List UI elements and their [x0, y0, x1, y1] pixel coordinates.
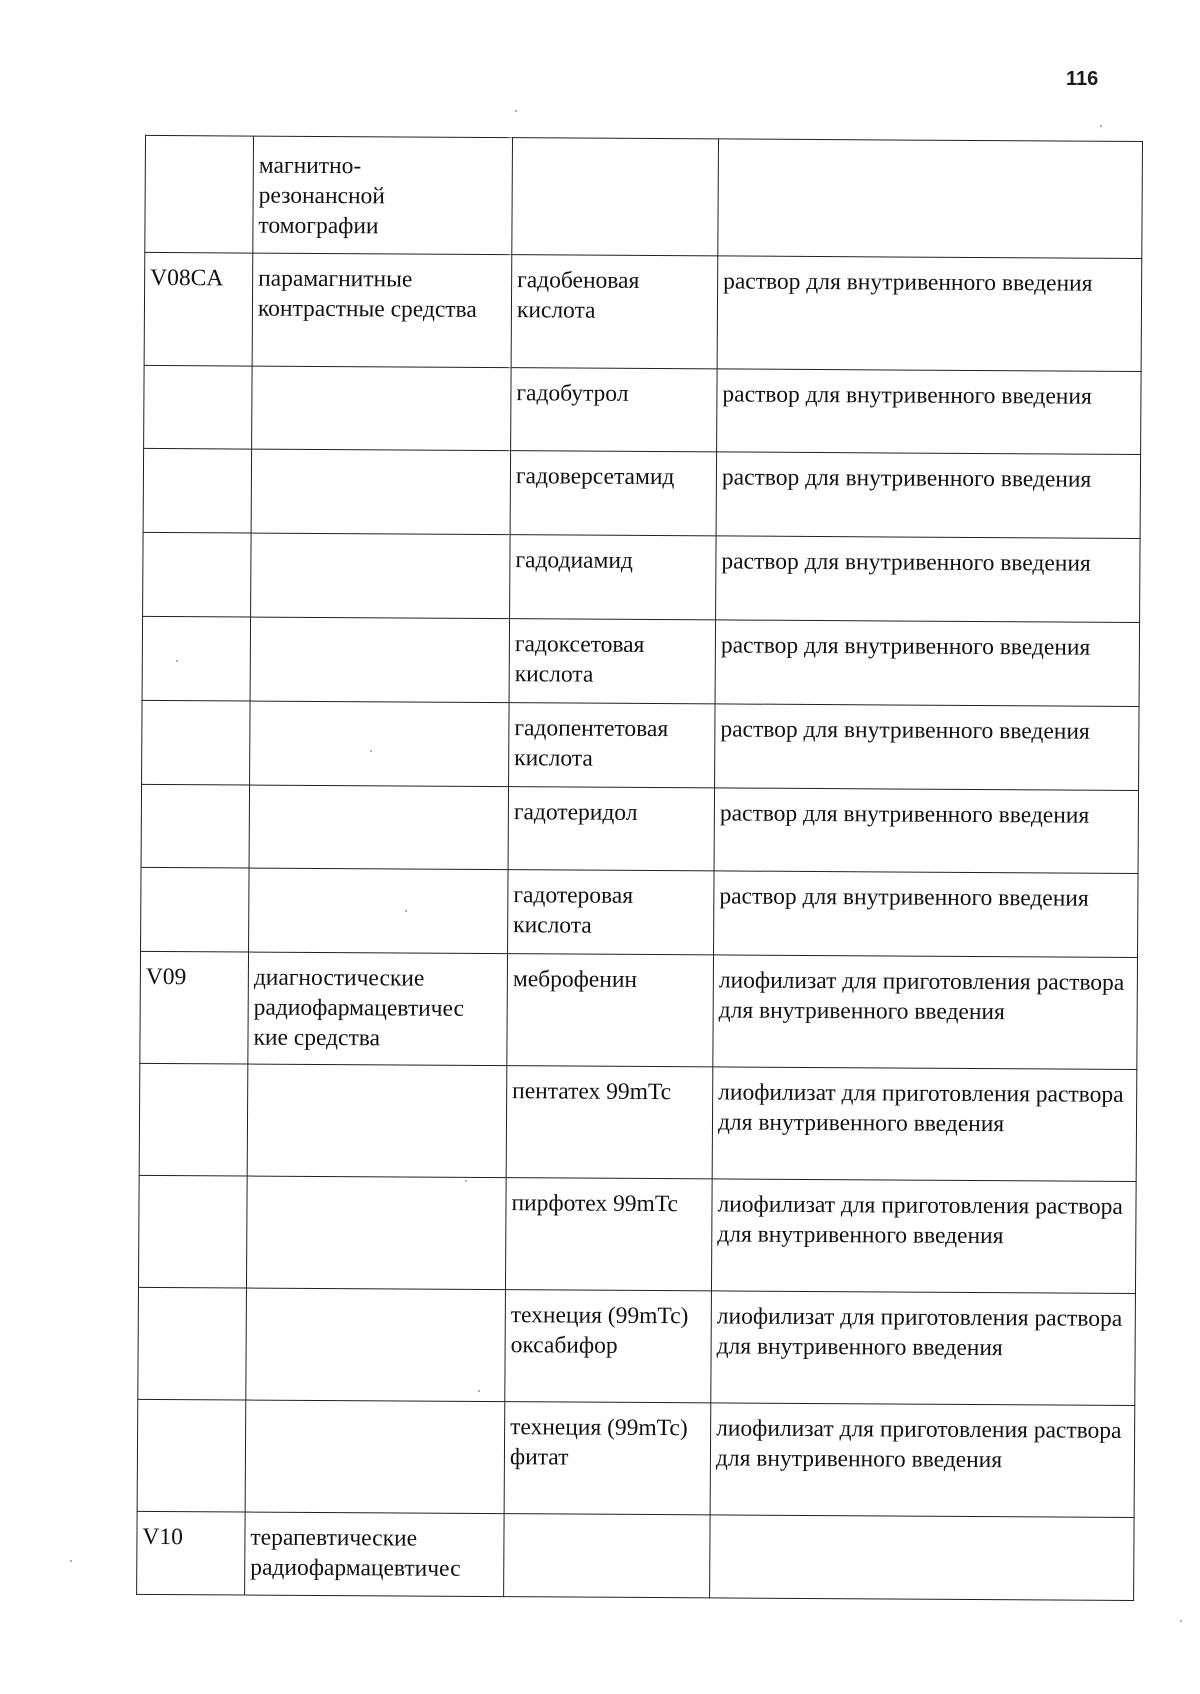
- table-row: [141, 867, 1138, 957]
- group-cell: [252, 366, 512, 451]
- substance-cell: гадоверсетамид: [510, 451, 717, 536]
- group-cell: [246, 1176, 506, 1290]
- substance-cell: меброфенин: [507, 954, 714, 1067]
- substance-cell: технеция (99mTc) фитат: [504, 1402, 711, 1515]
- form-cell: раствор для внутривенного введения: [714, 788, 1138, 874]
- atc-code-cell: V08CA: [144, 252, 253, 366]
- substance-cell: гадодиамид: [510, 535, 717, 620]
- page-number: 116: [1066, 68, 1099, 90]
- group-text: магнитно- резонансной томографии: [258, 152, 386, 240]
- form-cell: лиофилизат для приготовления раствора для внутривенного введения: [710, 1403, 1135, 1518]
- atc-code-cell: [142, 700, 251, 785]
- table-row: [142, 616, 1139, 706]
- group-cell: [251, 449, 511, 535]
- form-cell: лиофилизат для приготовления раствора для внутривенного введения: [711, 1179, 1136, 1294]
- table-row: [138, 1287, 1136, 1405]
- group-cell: парамагнитные контрастные средства: [252, 253, 512, 368]
- group-cell: [249, 868, 509, 954]
- atc-code-cell: [139, 1063, 248, 1176]
- atc-code-cell: V09: [140, 951, 249, 1064]
- form-cell: раствор для внутривенного введения: [715, 704, 1140, 791]
- form-cell: раствор для внутривенного введения: [714, 871, 1139, 958]
- atc-code-cell: [138, 1287, 247, 1400]
- scan-speck: [176, 660, 178, 662]
- form-cell: лиофилизат для приготовления раствора для внутривенного введения: [713, 955, 1138, 1070]
- group-cell: [253, 136, 513, 255]
- form-cell: раствор для внутривенного введения: [717, 256, 1142, 372]
- substance-cell: технеция (99mTc) оксабифор: [505, 1290, 712, 1403]
- atc-code-cell: [142, 616, 251, 701]
- group-cell: [249, 785, 509, 870]
- atc-code-cell: [138, 1175, 247, 1288]
- substance-cell: пирфотех 99mTc: [505, 1178, 712, 1291]
- table-row: [144, 252, 1142, 371]
- atc-code-cell: V10: [137, 1511, 246, 1595]
- scan-speck: [515, 110, 517, 112]
- substance-cell: пентатех 99mTc: [506, 1066, 713, 1179]
- substance-cell: гадотеридол: [508, 787, 715, 871]
- substance-cell: гадотеровая кислота: [508, 870, 715, 955]
- substance-cell: [504, 1514, 711, 1598]
- atc-code-cell: [145, 135, 254, 253]
- group-cell: терапевтические радиофармацевтичес: [245, 1512, 505, 1597]
- form-cell: раствор для внутривенного введения: [716, 536, 1141, 623]
- form-cell: [710, 1515, 1134, 1601]
- scan-speck: [1100, 125, 1102, 127]
- substance-cell: гадоксетовая кислота: [509, 619, 716, 704]
- form-cell: [718, 139, 1143, 259]
- atc-code-cell: [143, 532, 252, 617]
- table-row: [144, 365, 1141, 454]
- group-cell: диагностические радиофармацевтичес кие средства: [248, 952, 508, 1066]
- substance-cell: [512, 138, 719, 256]
- form-cell: раствор для внутривенного введения: [715, 620, 1140, 707]
- scan-speck: [465, 1180, 467, 1182]
- atc-code-cell: [144, 365, 253, 449]
- substance-cell: гадобутрол: [511, 368, 718, 452]
- form-cell: лиофилизат для приготовления раствора для внутривенного введения: [712, 1067, 1137, 1182]
- table-row: [137, 1399, 1135, 1517]
- substance-cell: гадопентетовая кислота: [509, 703, 716, 788]
- atc-code-cell: [137, 1399, 246, 1512]
- substance-cell: гадобеновая кислота: [511, 255, 718, 369]
- form-cell: раствор для внутривенного введения: [717, 369, 1141, 455]
- group-cell: [247, 1064, 507, 1178]
- table-row: [138, 1175, 1136, 1293]
- group-cell: [251, 533, 511, 619]
- group-cell: [250, 617, 510, 703]
- form-cell: лиофилизат для приготовления раствора для внутривенного введения: [711, 1291, 1136, 1406]
- scan-speck: [70, 1560, 72, 1562]
- atc-code-cell: [141, 784, 250, 868]
- scan-speck: [478, 1390, 480, 1392]
- table-row: [143, 448, 1140, 538]
- scan-speck: [405, 910, 407, 912]
- medication-table: [136, 135, 1143, 1601]
- atc-code-cell: [143, 448, 252, 533]
- table-row: [142, 700, 1139, 790]
- table-row: [140, 951, 1138, 1069]
- table-row: [137, 1511, 1134, 1600]
- atc-code-cell: [141, 867, 250, 952]
- form-cell: раствор для внутривенного введения: [716, 452, 1141, 539]
- group-cell: [250, 701, 510, 787]
- table-row: [141, 784, 1138, 873]
- group-cell: [246, 1288, 506, 1402]
- table-row: [143, 532, 1140, 622]
- group-cell: [245, 1400, 505, 1514]
- table-row: [145, 135, 1143, 258]
- scan-speck: [1180, 1620, 1182, 1622]
- scan-speck: [370, 750, 372, 752]
- table-row: [139, 1063, 1137, 1181]
